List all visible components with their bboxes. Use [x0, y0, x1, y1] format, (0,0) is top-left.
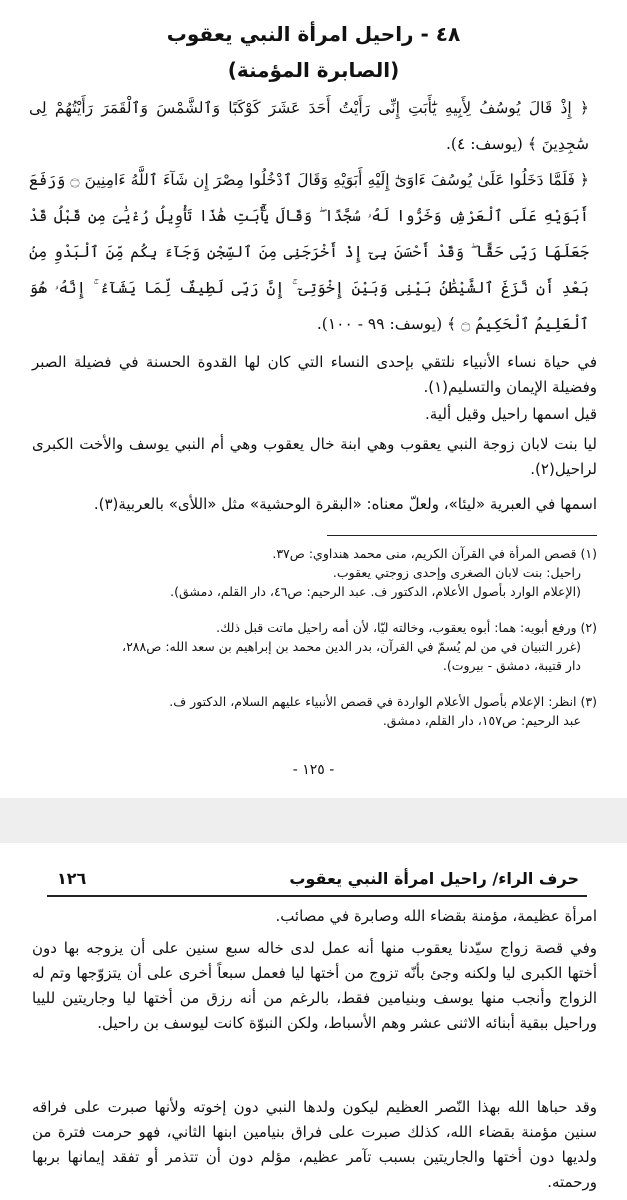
footnote-3	[32, 692, 597, 730]
page-126	[0, 843, 627, 1200]
chapter-title: ٤٨ - راحيل امرأة النبي يعقوب	[166, 22, 461, 46]
page-gap	[0, 798, 627, 843]
page-number: - ١٢٥ -	[292, 762, 335, 778]
footnote-line: (الإعلام الوارد بأصول الأعلام، الدكتور ف. عبد الرحيم: ص٤٦، دار القلم، دمشق).	[170, 584, 581, 599]
footnote-line: راحيل: بنت لابان الصغرى وإحدى زوجتي يعقوب.	[332, 565, 581, 580]
paragraph-marriage-story: وفي قصة زواج سيّدنا يعقوب منها أنه عمل لدى خاله سبع سنين على أن يزوجه بها دون أختها الكبرى ليا ولكنه وجئ بأنّه تزوج من أختها ليا فعمل سبعاً أخرى على أن يتزوّجها وتم له الزواج وأنجب منها يوسف وبنيامين فقط، بالرغم من أنه رزق من أختها ليا وجاريتين للييا وراحيل ببقية أبنائه الاثنى عشر وهم الأسباط، ولكن النبوّة كانت ليوسف بن راحيل.	[32, 939, 597, 1032]
footnote-line: (غرر التبيان في من لم يُسمّ في القرآن، بدر الدين محمد بن إبراهيم بن سعد الله: ص٢٨٨،	[122, 639, 581, 654]
footnote-1	[32, 544, 597, 601]
paragraph-patience: وقد حباها الله بهذا النّصر العظيم ليكون ولدها النبي دون إخوته ولأنها صبرت على فراقه سنين مؤمنة بقضاء الله، كذلك صبرت على فراق بنيامين ابنها الثاني، فهو حرمت فترة من ولديها دون أختها والجاريتين بسبب تآمر عظيم، مؤلم دون أن تتذمر أو تفقد إيمانها بربها ورحمته.	[32, 1098, 597, 1191]
footnote-line: (٢) ورفع أبويه: هما: أبوه يعقوب، وخالته ليّا، لأن أمه راحيل ماتت قبل ذلك.	[216, 620, 597, 635]
running-header	[47, 865, 587, 897]
running-header-title: حرف الراء/ راحيل امرأة النبي يعقوب	[289, 869, 579, 888]
footnote-line: دار قتيبة، دمشق - بيروت).	[442, 658, 581, 673]
footnote-separator	[327, 535, 597, 536]
quran-verse-1: ﴿ إِذْ قَالَ يُوسُفُ لِأَبِيهِ يَٰٓأَبَتِ إِنِّى رَأَيْتُ أَحَدَ عَشَرَ كَوْكَبًا وَٱلشَّمْسَ وَٱلْقَمَرَ رَأَيْتُهُمْ لِى سَٰجِدِينَ ﴾ (يوسف: ٤).	[29, 99, 589, 153]
paragraph-hebrew-name: اسمها في العبرية «ليئا»، ولعلّ معناه: «البقرة الوحشية» مثل «اللأى» بالعربية(٣).	[93, 495, 597, 513]
paragraph-lineage: ليا بنت لابان زوجة النبي يعقوب وهي ابنة خال يعقوب وهي أم النبي يوسف والأخت الكبرى لراحيل(٢).	[32, 435, 597, 478]
footnote-line: (١) قصص المرأة في القرآن الكريم، منى محمد هنداوي: ص٣٧.	[272, 546, 597, 561]
footnote-2	[32, 618, 597, 675]
paragraph-name: قيل اسمها راحيل وقيل ألية.	[425, 405, 597, 423]
footnote-line: عبد الرحيم: ص١٥٧، دار القلم، دمشق.	[382, 713, 581, 728]
running-header-page-number: ١٢٦	[57, 869, 87, 888]
paragraph-intro: في حياة نساء الأنبياء نلتقي بإحدى النساء التي كان لها القدوة الحسنة في فضيلة الصبر وفضيلة الإيمان والتسليم(١).	[32, 353, 597, 396]
footnote-line: (٣) انظر: الإعلام بأصول الأعلام الواردة في قصص الأنبياء عليهم السلام، الدكتور ف.	[169, 694, 597, 709]
quran-verse-2: ﴿ فَلَمَّا دَخَلُوا عَلَىٰ يُوسُفَ ءَاوَىٰٓ إِلَيْهِ أَبَوَيْهِ وَقَالَ ٱدْخُلُوا مِصْرَ إِن شَآءَ ٱللَّهُ ءَامِنِينَ ۝ وَرَفَعَ أَبَوَيْهِ عَلَى ٱلْعَرْشِ وَخَرُّوا لَهُۥ سُجَّدًا ۖ وَقَالَ يَٰٓأَبَتِ هَٰذَا تَأْوِيلُ رُءْيَٰىَ مِن قَبْلُ قَدْ جَعَلَهَا رَبِّى حَقًّا ۖ وَقَدْ أَحْسَنَ بِىٓ إِذْ أَخْرَجَنِى مِنَ ٱلسِّجْنِ وَجَآءَ بِكُم مِّنَ ٱلْبَدْوِ مِنۢ بَعْدِ أَن نَّزَغَ ٱلشَّيْطَٰنُ بَيْنِى وَبَيْنَ إِخْوَتِىٓ ۚ إِنَّ رَبِّى لَطِيفٌ لِّمَا يَشَآءُ ۚ إِنَّهُۥ هُوَ ٱلْعَلِيمُ ٱلْحَكِيمُ ۝ ﴾ (يوسف: ٩٩ - ١٠٠).	[29, 171, 589, 333]
chapter-subtitle: (الصابرة المؤمنة)	[227, 58, 400, 82]
paragraph-description: امرأة عظيمة، مؤمنة بقضاء الله وصابرة في مصائب.	[275, 907, 597, 925]
